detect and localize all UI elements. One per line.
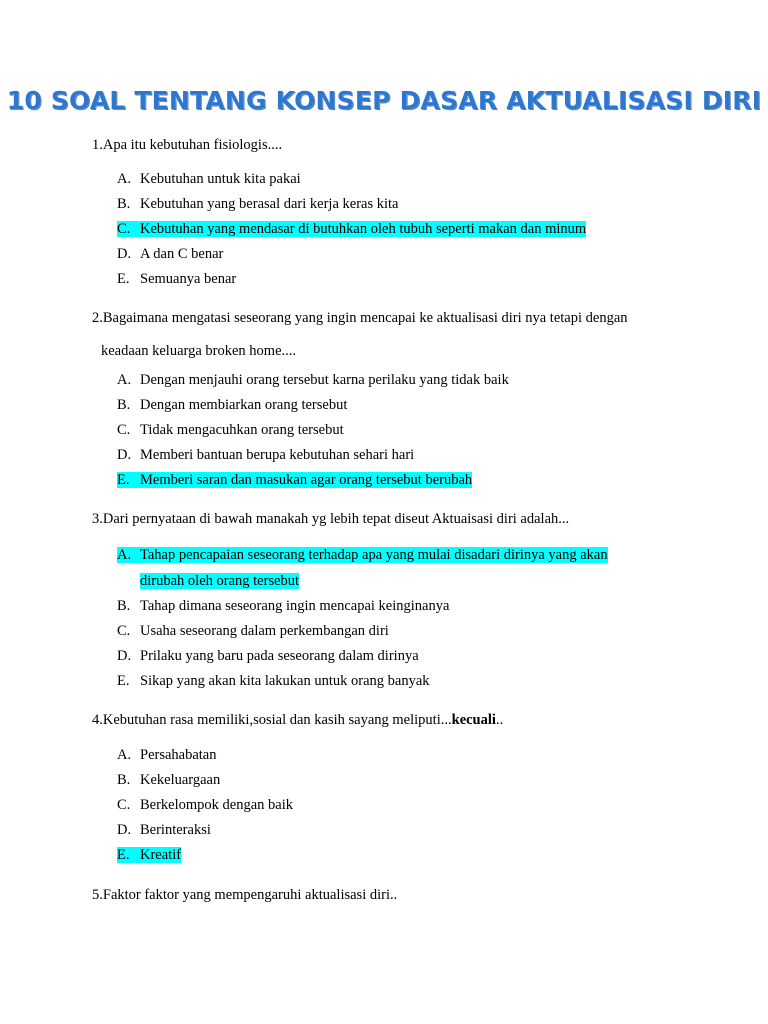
option-3c: C. Usaha seseorang dalam perkembangan diri xyxy=(117,623,389,639)
option-4a: A. Persahabatan xyxy=(117,747,217,763)
question-1-text: 1.Apa itu kebutuhan fisiologis.... xyxy=(92,137,283,153)
question-3 xyxy=(92,506,569,532)
option-2b: B. Dengan membiarkan orang tersebut xyxy=(117,397,348,413)
option-3e: E. Sikap yang akan kita lakukan untuk orang banyak xyxy=(117,673,430,689)
question-4-emphasis: kecuali xyxy=(451,712,496,728)
option-2d: D. Memberi bantuan berupa kebutuhan sehari hari xyxy=(117,447,415,463)
option-4c: C. Berkelompok dengan baik xyxy=(117,797,294,813)
option-1e: E. Semuanya benar xyxy=(117,271,237,287)
question-4-options xyxy=(117,743,293,868)
option-4e-answer: E. Kreatif xyxy=(117,847,182,863)
question-5-text: 5.Faktor faktor yang mempengaruhi aktualisasi diri.. xyxy=(92,887,398,903)
question-5 xyxy=(92,882,397,908)
option-4d: D. Berinteraksi xyxy=(117,822,211,838)
question-2-options xyxy=(117,368,509,493)
option-1b: B. Kebutuhan yang berasal dari kerja keras kita xyxy=(117,196,399,212)
question-2-text-line2: keadaan keluarga broken home.... xyxy=(101,343,296,359)
option-2c: C. Tidak mengacuhkan orang tersebut xyxy=(117,422,344,438)
option-1a: A. Kebutuhan untuk kita pakai xyxy=(117,171,301,187)
question-1-options xyxy=(117,167,586,292)
question-1 xyxy=(92,132,282,158)
question-4: 4.Kebutuhan rasa memiliki,sosial dan kasih sayang meliputi...kecuali.. xyxy=(92,712,504,728)
question-2 xyxy=(92,305,628,364)
option-3a-answer: A. Tahap pencapaian seseorang terhadap apa yang mulai disadari dirinya yang akan dirubah oleh orang tersebut xyxy=(117,547,608,589)
option-3b: B. Tahap dimana seseorang ingin mencapai keinginanya xyxy=(117,598,450,614)
question-2-text-line1: 2.Bagaimana mengatasi seseorang yang ingin mencapai ke aktualisasi diri nya tetapi dengan xyxy=(92,310,628,326)
option-1d: D. A dan C benar xyxy=(117,246,224,262)
option-2a: A. Dengan menjauhi orang tersebut karna perilaku yang tidak baik xyxy=(117,372,509,388)
option-3d: D. Prilaku yang baru pada seseorang dalam dirinya xyxy=(117,648,419,664)
question-3-text: 3.Dari pernyataan di bawah manakah yg lebih tepat diseut Aktuaisasi diri adalah... xyxy=(92,511,570,527)
question-3-options xyxy=(117,542,608,694)
option-4b: B. Kekeluargaan xyxy=(117,772,221,788)
option-2e-answer: E. Memberi saran dan masukan agar orang tersebut berubah xyxy=(117,472,473,488)
option-1c-answer: C. Kebutuhan yang mendasar di butuhkan oleh tubuh seperti makan dan minum xyxy=(117,221,587,237)
page-title: 10 SOAL TENTANG KONSEP DASAR AKTUALISASI DIRI xyxy=(6,86,762,115)
